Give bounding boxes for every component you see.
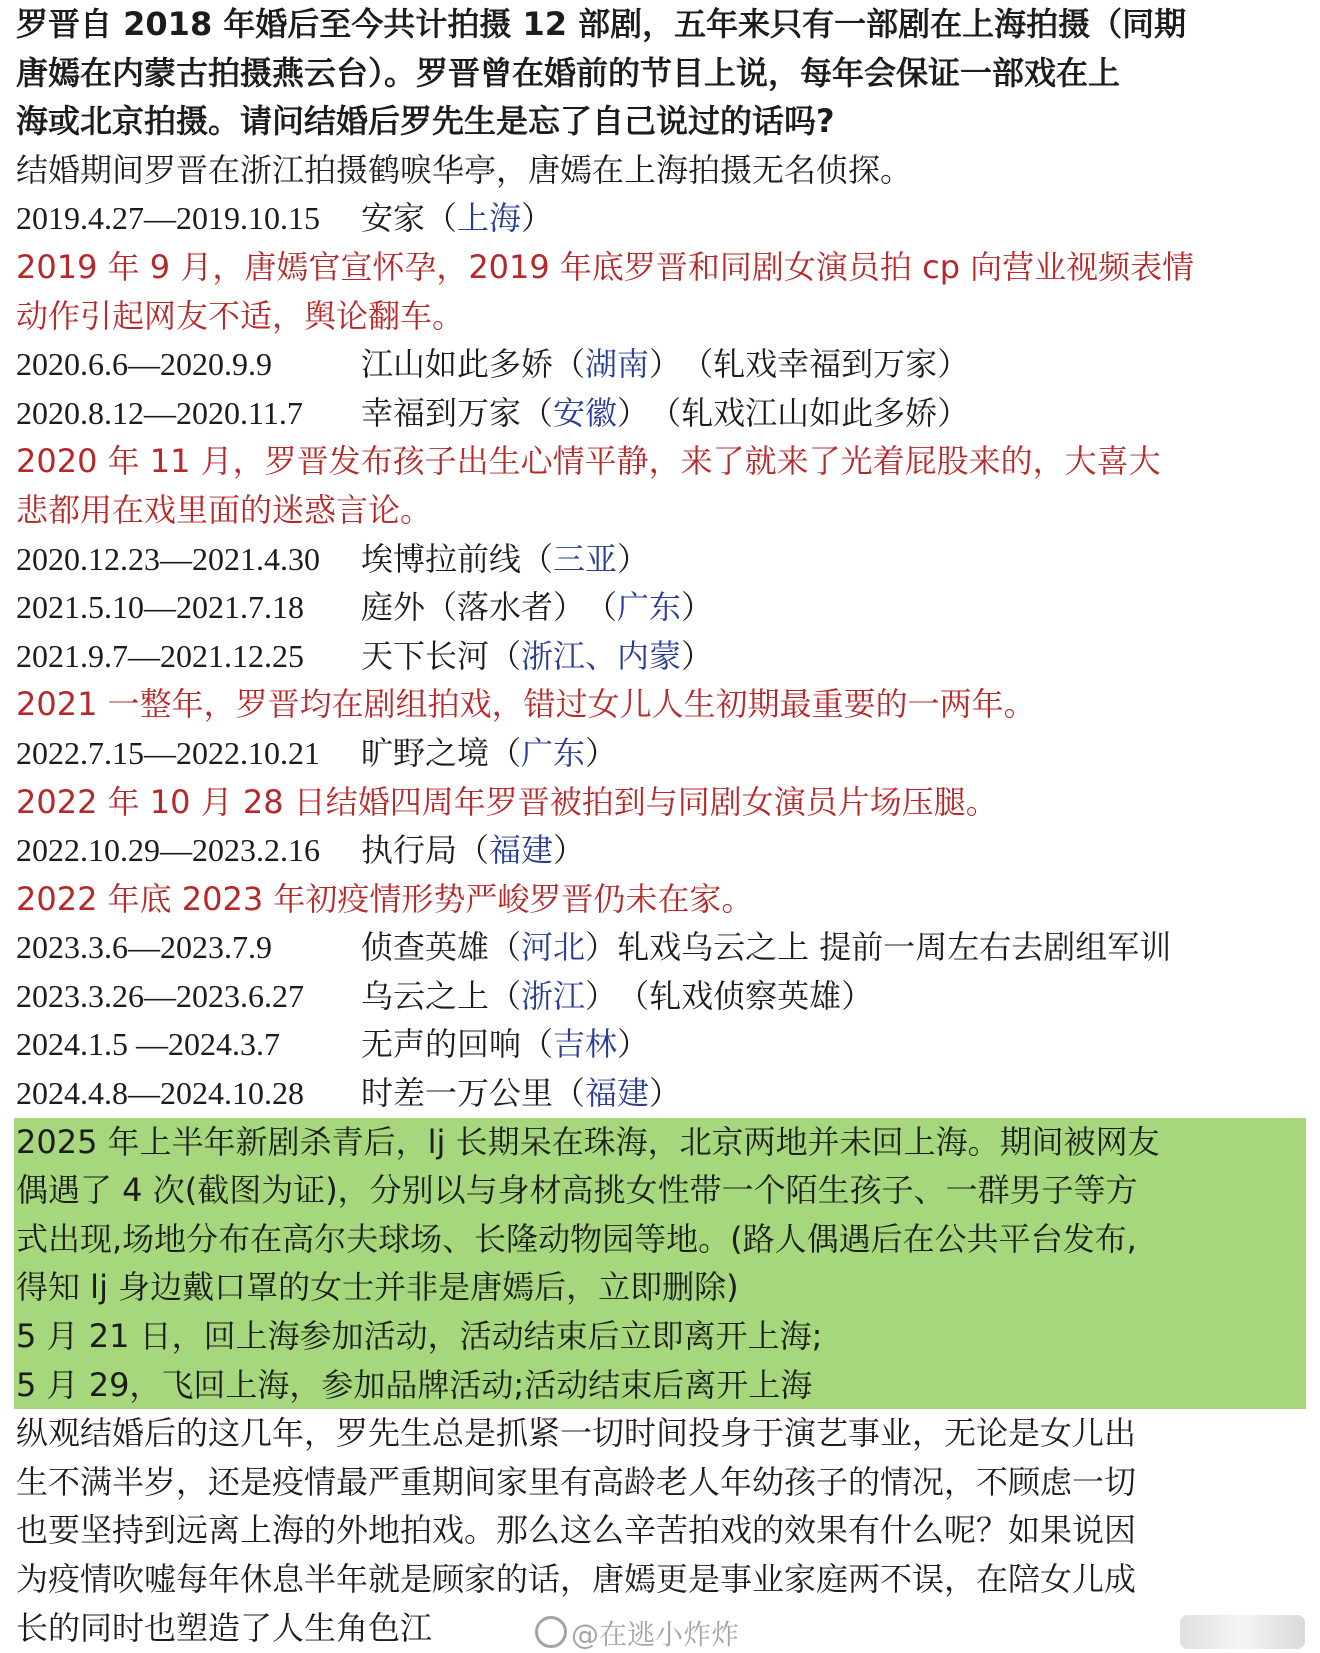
drama-entry — [16, 826, 1310, 875]
entry-extra: （轧戏侦察英雄） — [617, 976, 874, 1015]
watermark — [535, 1613, 739, 1653]
red-note: 2020 年 11 月，罗晋发布孩子出生心情平静，来了就来了光着屁股来的，大喜大 — [16, 442, 1161, 481]
red-note: 悲都用在戏里面的迷惑言论。 — [16, 490, 433, 529]
entry-title: 庭外（落水者） — [361, 588, 586, 627]
watermark-text: @在逃小炸炸 — [571, 1618, 740, 1651]
entry-title: 安家 — [361, 199, 426, 238]
entry-location: 河北 — [521, 928, 586, 967]
paren-open: （ — [489, 636, 522, 675]
red-note: 2021 一整年，罗晋均在剧组拍戏，错过女儿人生初期最重要的一两年。 — [16, 685, 1036, 724]
marriage-note: 结婚期间罗晋在浙江拍摄鹤唳华亭，唐嫣在上海拍摄无名侦探。 — [16, 150, 913, 189]
conclusion-line: 纵观结婚后的这几年，罗先生总是抓紧一切时间投身于演艺事业，无论是女儿出 — [16, 1414, 1137, 1453]
drama-entry — [16, 1069, 1310, 1118]
drama-entry — [16, 729, 1310, 778]
paren-close: ） — [617, 539, 650, 578]
highlight-line: 式出现,场地分布在高尔夫球场、长隆动物园等地。(路人偶遇后在公共平台发布, — [16, 1219, 1137, 1258]
entry-extra: （轧戏江山如此多娇） — [649, 393, 970, 432]
drama-entry — [16, 923, 1310, 972]
entry-location: 湖南 — [585, 345, 650, 384]
entry-date: 2023.3.6—2023.7.9 — [16, 929, 272, 966]
entry-date: 2020.12.23—2021.4.30 — [16, 540, 320, 577]
entry-location: 福建 — [489, 831, 554, 870]
entry-date: 2024.1.5 —2024.3.7 — [16, 1026, 280, 1063]
paren-close: ） — [585, 928, 618, 967]
entry-title: 幸福到万家 — [361, 393, 522, 432]
red-note: 2019 年 9 月，唐嫣官宣怀孕，2019 年底罗晋和同剧女演员拍 cp 向营业视频表情 — [16, 247, 1195, 286]
drama-entry — [16, 583, 1310, 632]
paren-close: ） — [585, 733, 618, 772]
paren-open: （ — [457, 831, 490, 870]
entry-location: 三亚 — [553, 539, 618, 578]
paren-open: （ — [521, 539, 554, 578]
entry-date: 2022.7.15—2022.10.21 — [16, 734, 320, 771]
entry-title: 旷野之境 — [361, 733, 490, 772]
entry-title: 天下长河 — [361, 636, 490, 675]
drama-entry — [16, 972, 1310, 1021]
paren-open: （ — [489, 733, 522, 772]
paren-open: （ — [489, 976, 522, 1015]
entry-location: 上海 — [457, 199, 522, 238]
conclusion-line: 也要坚持到远离上海的外地拍戏。那么这么辛苦拍戏的效果有什么呢？如果说因 — [16, 1511, 1137, 1550]
entry-date: 2022.10.29—2023.2.16 — [16, 832, 320, 869]
entry-location: 浙江、内蒙 — [521, 636, 682, 675]
entry-date: 2021.5.10—2021.7.18 — [16, 589, 304, 626]
paren-close: ） — [617, 1025, 650, 1064]
highlight-line: 偶遇了 4 次(截图为证)，分别以与身材高挑女性带一个陌生孩子、一群男子等方 — [16, 1171, 1138, 1210]
drama-entry — [16, 194, 1310, 243]
red-note: 2022 年底 2023 年初疫情形势严峻罗晋仍未在家。 — [16, 879, 754, 918]
paren-close: ） — [681, 588, 714, 627]
conclusion-line: 为疫情吹嘘每年休息半年就是顾家的话，唐嫣更是事业家庭两不误，在陪女儿成 — [16, 1560, 1137, 1598]
paren-close: ） — [617, 393, 650, 432]
paren-open: （ — [521, 1025, 554, 1064]
highlight-line: 得知 lj 身边戴口罩的女士并非是唐嫣后，立即删除) — [16, 1268, 739, 1307]
paren-close: ） — [649, 345, 682, 384]
red-note: 动作引起网友不适，舆论翻车。 — [16, 296, 465, 335]
entry-date: 2023.3.26—2023.6.27 — [16, 977, 304, 1014]
entry-location: 福建 — [585, 1074, 650, 1113]
paren-close: ） — [681, 636, 714, 675]
entry-title: 执行局 — [361, 831, 458, 870]
drama-entry — [16, 389, 1310, 438]
entry-location: 安徽 — [553, 393, 618, 432]
drama-entry — [16, 632, 1310, 681]
paren-close: ） — [553, 831, 586, 870]
entry-date: 2021.9.7—2021.12.25 — [16, 637, 304, 674]
highlighted-section — [14, 1118, 1306, 1410]
red-note: 2022 年 10 月 28 日结婚四周年罗晋被拍到与同剧女演员片场压腿。 — [16, 782, 998, 821]
conclusion-line: 长的同时也塑造了人生角色江 — [16, 1608, 433, 1647]
drama-entry — [16, 340, 1310, 389]
entry-date: 2020.6.6—2020.9.9 — [16, 346, 272, 383]
conclusion-line: 生不满半岁，还是疫情最严重期间家里有高龄老人年幼孩子的情况，不顾虑一切 — [16, 1462, 1137, 1501]
highlight-line: 5 月 29，飞回上海，参加品牌活动;活动结束后离开上海 — [16, 1365, 813, 1404]
intro-line: 唐嫣在内蒙古拍摄燕云台）。罗晋曾在婚前的节目上说，每年会保证一部戏在上 — [16, 53, 1121, 92]
blurred-region — [1180, 1615, 1305, 1649]
entry-title: 无声的回响 — [361, 1025, 522, 1064]
intro-line: 罗晋自 2018 年婚后至今共计拍摄 12 部剧，五年来只有一部剧在上海拍摄（同期 — [16, 5, 1187, 43]
weibo-logo-icon — [535, 1616, 567, 1648]
entry-date: 2024.4.8—2024.10.28 — [16, 1075, 304, 1112]
paren-open: （ — [521, 393, 554, 432]
paren-open: （ — [585, 588, 618, 627]
drama-entry — [16, 1020, 1310, 1069]
entry-date: 2020.8.12—2020.11.7 — [16, 394, 303, 431]
entry-date: 2019.4.27—2019.10.15 — [16, 200, 320, 237]
intro-line: 海或北京拍摄。请问结婚后罗先生是忘了自己说过的话吗? — [16, 102, 835, 141]
highlight-line: 5 月 21 日，回上海参加活动，活动结束后立即离开上海; — [16, 1317, 823, 1356]
entry-extra: （轧戏幸福到万家） — [681, 345, 970, 384]
entry-title: 时差一万公里 — [361, 1074, 554, 1113]
entry-location: 广东 — [617, 588, 682, 627]
paren-close: ） — [649, 1074, 682, 1113]
entry-title: 侦查英雄 — [361, 928, 490, 967]
entry-title: 江山如此多娇 — [361, 345, 554, 384]
entry-title: 乌云之上 — [361, 976, 490, 1015]
paren-open: （ — [489, 928, 522, 967]
paren-open: （ — [553, 345, 586, 384]
paren-close: ） — [521, 199, 554, 238]
entry-location: 浙江 — [521, 976, 586, 1015]
entry-title: 埃博拉前线 — [361, 539, 522, 578]
paren-close: ） — [585, 976, 618, 1015]
paren-open: （ — [553, 1074, 586, 1113]
entry-extra: 轧戏乌云之上 提前一周左右去剧组军训 — [617, 928, 1172, 967]
paren-open: （ — [425, 199, 458, 238]
entry-location: 吉林 — [553, 1025, 618, 1064]
highlight-line: 2025 年上半年新剧杀青后，lj 长期呆在珠海，北京两地并未回上海。期间被网友 — [16, 1122, 1160, 1161]
entry-location: 广东 — [521, 733, 586, 772]
drama-entry — [16, 535, 1310, 584]
